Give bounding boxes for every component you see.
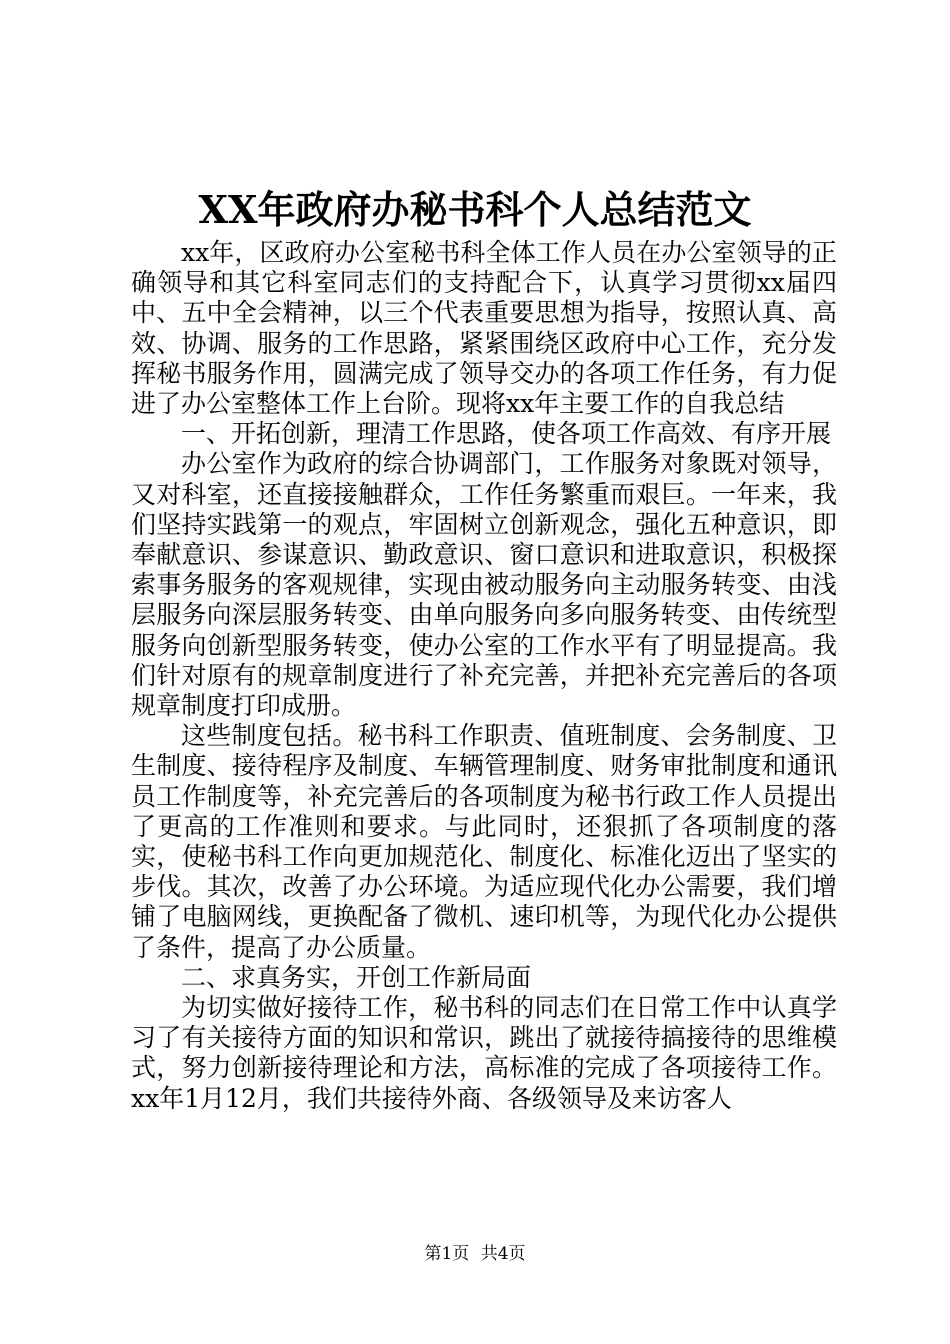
paragraph-office-role: 办公室作为政府的综合协调部门，工作服务对象既对领导，又对科室，还直接接触群众，工作任务繁重而艰巨。一年来，我们坚持实践第一的观点，牢固树立创新观念，强化五种意识，即奉献意识、参谋意识、勤政意识、窗口意识和进取意识，积极探索事务服务的客观规律，实现由被动服务向主动服务转变、由浅层服务向深层服务转变、由单向服务向多向服务转变、由传统型服务向创新型服务转变，使办公室的工作水平有了明显提高。我们针对原有的规章制度进行了补充完善，并把补充完善后的各项规章制度打印成册。 bbox=[131, 449, 837, 721]
section-heading-1: 一、开拓创新，理清工作思路，使各项工作高效、有序开展 bbox=[181, 419, 832, 449]
paragraph-intro: xx年，区政府办公室秘书科全体工作人员在办公室领导的正确领导和其它科室同志们的支持配合下，认真学习贯彻xx届四中、五中全会精神，以三个代表重要思想为指导，按照认真、高效、协调、服务的工作思路，紧紧围绕区政府中心工作，充分发挥秘书服务作用，圆满完成了领导交办的各项工作任务，有力促进了办公室整体工作上台阶。现将xx年主要工作的自我总结 bbox=[131, 238, 837, 419]
paragraph-regulations: 这些制度包括。秘书科工作职责、值班制度、会务制度、卫生制度、接待程序及制度、车辆管理制度、财务审批制度和通讯员工作制度等，补充完善后的各项制度为秘书行政工作人员提出了更高的工作准则和要求。与此同时，还狠抓了各项制度的落实，使秘书科工作向更加规范化、制度化、标准化迈出了坚实的步伐。其次，改善了办公环境。为适应现代化办公需要，我们增铺了电脑网线，更换配备了微机、速印机等，为现代化办公提供了条件，提高了办公质量。 bbox=[131, 721, 837, 962]
paragraph-reception: 为切实做好接待工作，秘书科的同志们在日常工作中认真学习了有关接待方面的知识和常识，跳出了就接待搞接待的思维模式，努力创新接待理论和方法，高标准的完成了各项接待工作。xx年1月12月，我们共接待外商、各级领导及来访客人 bbox=[131, 993, 837, 1113]
document-title: XX年政府办秘书科个人总结范文 bbox=[198, 187, 752, 232]
document-body bbox=[131, 238, 837, 1114]
section-heading-2: 二、求真务实，开创工作新局面 bbox=[181, 962, 532, 992]
page-footer: 第1页 共4页 bbox=[424, 1244, 526, 1264]
